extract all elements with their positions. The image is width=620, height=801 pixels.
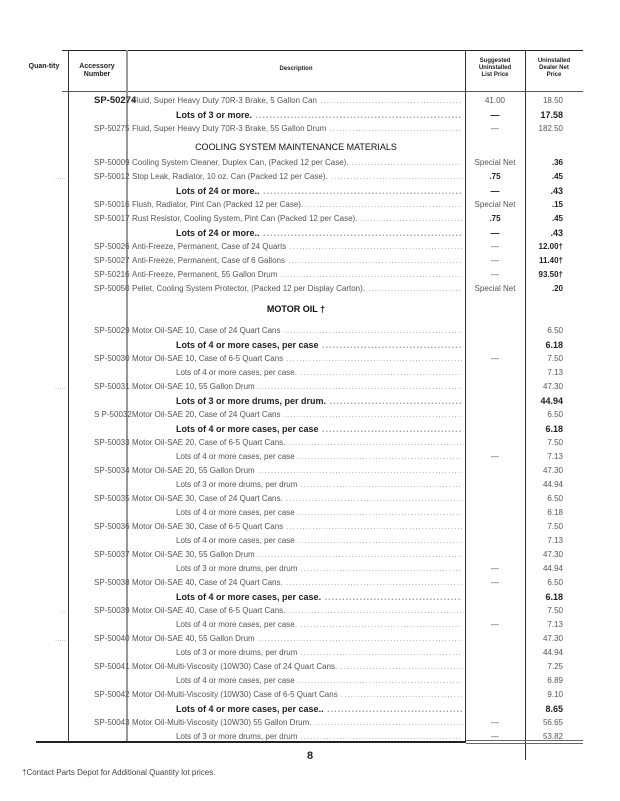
net-price: 47.30 bbox=[542, 550, 563, 559]
net-price: .20 bbox=[551, 284, 563, 293]
list-price: — bbox=[491, 620, 499, 629]
description: Lots of 3 or more drums, per drum ..... bbox=[132, 646, 462, 660]
net-price: .43 bbox=[550, 228, 563, 238]
net-price: 44.94 bbox=[542, 564, 563, 573]
description: Motor Oil-SAE 10, 55 Gallon Drum ..... bbox=[132, 380, 462, 394]
description: Motor Oil-SAE 20, Case of 6-5 Quart Cans. ..... bbox=[132, 436, 462, 450]
table-row bbox=[20, 548, 583, 562]
list-price: — bbox=[491, 578, 499, 587]
table-row bbox=[20, 268, 583, 282]
accessory-number: SP-50275 bbox=[94, 124, 130, 133]
description: Lots of 3 or more. ..... bbox=[132, 108, 462, 122]
table-subrow bbox=[20, 366, 583, 380]
header-accessory-number: Accessory Number bbox=[79, 63, 115, 78]
table-row bbox=[20, 464, 583, 478]
description: Pellet, Cooling System Protector, (Packed 12 per Display Carton). ..... bbox=[132, 282, 462, 296]
description: Motor Oil-SAE 40, Case of 24 Quart Cans. ..... bbox=[132, 576, 462, 590]
header-net-price: Uninstalled Dealer Net Price bbox=[537, 58, 571, 78]
table-row bbox=[20, 352, 583, 366]
accessory-number: SP-50042 bbox=[94, 690, 130, 699]
description: Motor Oil-Multi-Viscosity (10W30) Case of 24 Quart Cans. ..... bbox=[132, 660, 462, 674]
table-row bbox=[20, 156, 583, 170]
accessory-number: SP-50040 bbox=[94, 634, 130, 643]
footnote: †Contact Parts Depot for Additional Quantity lot prices. bbox=[22, 768, 216, 777]
accessory-number: SP-50029 bbox=[94, 326, 130, 335]
accessory-number: SP-50050 bbox=[94, 284, 130, 293]
net-price: 7.13 bbox=[547, 368, 563, 377]
table-row bbox=[20, 604, 583, 618]
accessory-number: S P-50032 bbox=[94, 410, 132, 419]
table-row bbox=[20, 520, 583, 534]
header-description: Description bbox=[279, 66, 313, 72]
accessory-number: SP-50039 bbox=[94, 606, 130, 615]
table-subrow bbox=[20, 394, 583, 408]
net-price: 44.94 bbox=[540, 396, 563, 406]
net-price: 47.30 bbox=[542, 466, 563, 475]
quantity-cell: ..... bbox=[54, 172, 66, 181]
table-top-rule bbox=[62, 50, 583, 51]
header-quantity: Quan-tity bbox=[28, 63, 60, 70]
accessory-number: SP-50016 bbox=[94, 200, 130, 209]
table-subrow bbox=[20, 702, 583, 716]
description: Lots of 24 or more.. ..... bbox=[132, 226, 462, 240]
table-row bbox=[20, 240, 583, 254]
table-subrow bbox=[20, 226, 583, 240]
list-price: Special Net bbox=[474, 158, 516, 167]
quantity-cell: ..... bbox=[54, 634, 66, 643]
description: Motor Oil-Multi-Viscosity (10W30) 55 Gallon Drum. ..... bbox=[132, 716, 462, 730]
accessory-number: SP-50043 bbox=[94, 718, 130, 727]
accessory-number: SP-50036 bbox=[94, 522, 130, 531]
net-price: 6.18 bbox=[547, 508, 563, 517]
list-price: .75 bbox=[489, 172, 501, 181]
description: Lots of 24 or more.. ..... bbox=[132, 184, 462, 198]
table-row bbox=[20, 212, 583, 226]
net-price: 6.50 bbox=[547, 326, 563, 335]
net-price: 11.40† bbox=[538, 256, 563, 265]
table-row bbox=[20, 688, 583, 702]
table-subrow bbox=[20, 450, 583, 464]
table-subrow bbox=[20, 534, 583, 548]
accessory-number: SP-50041 bbox=[94, 662, 130, 671]
description: Lots of 4 or more cases, per case ..... bbox=[132, 506, 462, 520]
table-row bbox=[20, 716, 583, 730]
net-price: .45 bbox=[551, 172, 563, 181]
accessory-number: SP-50216 bbox=[94, 270, 130, 279]
accessory-number: SP-50009 bbox=[94, 158, 130, 167]
list-price: — bbox=[490, 110, 500, 120]
accessory-number: SP-50034 bbox=[94, 466, 130, 475]
list-price: — bbox=[491, 256, 499, 265]
description: Motor Oil-SAE 10, Case of 24 Quart Cans ..... bbox=[132, 324, 462, 338]
description: Lots of 4 or more cases, per case. ..... bbox=[132, 366, 462, 380]
description: Stop Leak, Radiator, 10 oz. Can (Packed 12 per Case). ..... bbox=[132, 170, 462, 184]
net-price: 7.13 bbox=[547, 620, 563, 629]
table-subrow bbox=[20, 674, 583, 688]
description: Lots of 4 or more cases, per case ..... bbox=[132, 450, 462, 464]
table-subrow bbox=[20, 108, 583, 122]
list-price: .75 bbox=[489, 214, 501, 223]
table-subrow bbox=[20, 184, 583, 198]
accessory-number: SP-50031 bbox=[94, 382, 130, 391]
accessory-number: SP-50037 bbox=[94, 550, 130, 559]
list-price: Special Net bbox=[474, 200, 516, 209]
net-price: 6.18 bbox=[545, 424, 563, 434]
table-row bbox=[20, 170, 583, 184]
accessory-number: SP-50274 bbox=[94, 95, 137, 106]
list-price: — bbox=[490, 228, 500, 238]
net-price: .15 bbox=[551, 200, 563, 209]
table-row bbox=[20, 324, 583, 338]
net-price: 6.50 bbox=[547, 578, 563, 587]
net-price: 6.89 bbox=[547, 676, 563, 685]
section-heading-motor-oil: MOTOR OIL † bbox=[266, 304, 326, 314]
net-price: 7.13 bbox=[547, 536, 563, 545]
accessory-number: SP-50033 bbox=[94, 438, 130, 447]
accessory-number: SP-50017 bbox=[94, 214, 130, 223]
description: Lots of 4 or more cases, per case ..... bbox=[132, 674, 462, 688]
description: Anti-Freeze, Permanent, Case of 6 Gallons ..... bbox=[132, 254, 462, 268]
table-row bbox=[20, 660, 583, 674]
table-row bbox=[20, 282, 583, 296]
table-subrow bbox=[20, 590, 583, 604]
description: Anti-Freeze, Permanent, 55 Gallon Drum ..... bbox=[132, 268, 462, 282]
table-row bbox=[20, 436, 583, 450]
table-row bbox=[20, 254, 583, 268]
list-price: — bbox=[491, 452, 499, 461]
description: Lots of 4 or more cases, per case. ..... bbox=[132, 618, 462, 632]
net-price: .45 bbox=[551, 214, 563, 223]
list-price: — bbox=[491, 732, 499, 741]
net-price: 44.94 bbox=[542, 480, 563, 489]
list-price: — bbox=[491, 124, 499, 133]
net-price: 93.50† bbox=[538, 270, 563, 279]
list-price: — bbox=[491, 718, 499, 727]
net-price: 7.50 bbox=[547, 438, 563, 447]
list-price: — bbox=[491, 242, 499, 251]
table-row bbox=[20, 94, 583, 108]
description: Lots of 3 or more drums, per drum. ..... bbox=[132, 394, 462, 408]
net-price: 6.18 bbox=[545, 340, 563, 350]
description: Motor Oil-SAE 20, Case of 24 Quart Cans ..... bbox=[132, 408, 462, 422]
table-row bbox=[20, 122, 583, 136]
description: Lots of 4 or more cases, per case ..... bbox=[132, 422, 462, 436]
description: Lots of 4 or more cases, per case. ..... bbox=[132, 590, 462, 604]
net-price: 6.50 bbox=[547, 494, 563, 503]
accessory-number: SP-50026 bbox=[94, 242, 130, 251]
description: Lots of 4 or more cases, per case.. ..... bbox=[132, 702, 462, 716]
list-price: Special Net bbox=[474, 284, 516, 293]
accessory-number: SP-50012 bbox=[94, 172, 130, 181]
description: Flush, Radiator, Pint Can (Packed 12 per Case). ..... bbox=[132, 198, 462, 212]
header-list-price: Suggested Uninstalled List Price bbox=[478, 58, 512, 78]
accessory-number: SP-50027 bbox=[94, 256, 130, 265]
description: Lots of 4 or more cases, per case ..... bbox=[132, 338, 462, 352]
table-row bbox=[20, 492, 583, 506]
description: Motor Oil-SAE 30, Case of 6-5 Quart Cans ..... bbox=[132, 520, 462, 534]
description: Lots of 3 or more drums, per drum ..... bbox=[132, 730, 462, 744]
table-subrow bbox=[20, 478, 583, 492]
table-row bbox=[20, 632, 583, 646]
description: Anti-Freeze, Permanent, Case of 24 Quarts ..... bbox=[132, 240, 462, 254]
quantity-cell: .. bbox=[61, 606, 66, 615]
net-price: 182.50 bbox=[538, 124, 563, 133]
table-subrow bbox=[20, 562, 583, 576]
net-price: .43 bbox=[550, 186, 563, 196]
net-price: 7.25 bbox=[547, 662, 563, 671]
net-price: 8.65 bbox=[545, 704, 563, 714]
net-price: 7.50 bbox=[547, 522, 563, 531]
quantity-cell: ..... bbox=[54, 382, 66, 391]
net-price: 9.10 bbox=[547, 690, 563, 699]
list-price: 41.00 bbox=[484, 96, 506, 105]
description: Lots of 3 or more drums, per drum ..... bbox=[132, 562, 462, 576]
description: Motor Oil-SAE 30, Case of 24 Quart Cans. ..... bbox=[132, 492, 462, 506]
table-subrow bbox=[20, 646, 583, 660]
description: Rust Resistor, Cooling System, Pint Can (Packed 12 per Case). ..... bbox=[132, 212, 462, 226]
description: Lots of 3 or more drums, per drum ..... bbox=[132, 478, 462, 492]
net-price: 17.58 bbox=[540, 110, 563, 120]
net-price: 53.82 bbox=[542, 732, 563, 741]
net-price: 44.94 bbox=[542, 648, 563, 657]
header-bottom-rule bbox=[62, 91, 583, 92]
table-row bbox=[20, 198, 583, 212]
table-row bbox=[20, 380, 583, 394]
description: Lots of 4 or more cases, per case ..... bbox=[132, 534, 462, 548]
net-price: 7.50 bbox=[547, 606, 563, 615]
table-row bbox=[20, 408, 583, 422]
description: Motor Oil-Multi-Viscosity (10W30) Case of 6-5 Quart Cans ..... bbox=[132, 688, 462, 702]
accessory-number: SP-50035 bbox=[94, 494, 130, 503]
table-subrow bbox=[20, 338, 583, 352]
description: Motor Oil-SAE 40, Case of 6-5 Quart Cans. ..... bbox=[132, 604, 462, 618]
page-number: 8 bbox=[306, 750, 314, 762]
net-price: .36 bbox=[551, 158, 563, 167]
table-subrow bbox=[20, 506, 583, 520]
net-price: 12.00† bbox=[538, 242, 563, 251]
list-price: — bbox=[491, 564, 499, 573]
table-row bbox=[20, 576, 583, 590]
list-price: — bbox=[490, 186, 500, 196]
section-heading-cooling: COOLING SYSTEM MAINTENANCE MATERIALS bbox=[195, 142, 397, 152]
accessory-number: SP-50038 bbox=[94, 578, 130, 587]
net-price: 18.50 bbox=[542, 96, 563, 105]
net-price: 47.30 bbox=[542, 382, 563, 391]
description: Motor Oil-SAE 40, 55 Gallon Drum ..... bbox=[132, 632, 462, 646]
table-subrow bbox=[20, 618, 583, 632]
net-price: 7.13 bbox=[547, 452, 563, 461]
net-price: 6.50 bbox=[547, 410, 563, 419]
description: Motor Oil-SAE 10, Case of 6-5 Quart Cans ..... bbox=[132, 352, 462, 366]
description: Fluid, Super Heavy Duty 70R-3 Brake, 55 Gallon Drum ..... bbox=[132, 122, 462, 136]
description: Cooling System Cleaner, Duplex Can, (Packed 12 per Case). ..... bbox=[132, 156, 462, 170]
list-price: — bbox=[491, 270, 499, 279]
accessory-number: SP-50030 bbox=[94, 354, 130, 363]
net-price: 56.65 bbox=[542, 718, 563, 727]
table-subrow bbox=[20, 422, 583, 436]
net-price: 47.30 bbox=[542, 634, 563, 643]
description: Motor Oil-SAE 30, 55 Gallon Drum ..... bbox=[132, 548, 462, 562]
description: Motor Oil-SAE 20, 55 Gallon Drum ..... bbox=[132, 464, 462, 478]
list-price: — bbox=[491, 354, 499, 363]
table-subrow bbox=[20, 730, 583, 744]
description: Fluid, Super Heavy Duty 70R-3 Brake, 5 Gallon Can ..... bbox=[132, 94, 462, 108]
net-price: 6.18 bbox=[545, 592, 563, 602]
net-price: 7.50 bbox=[547, 354, 563, 363]
